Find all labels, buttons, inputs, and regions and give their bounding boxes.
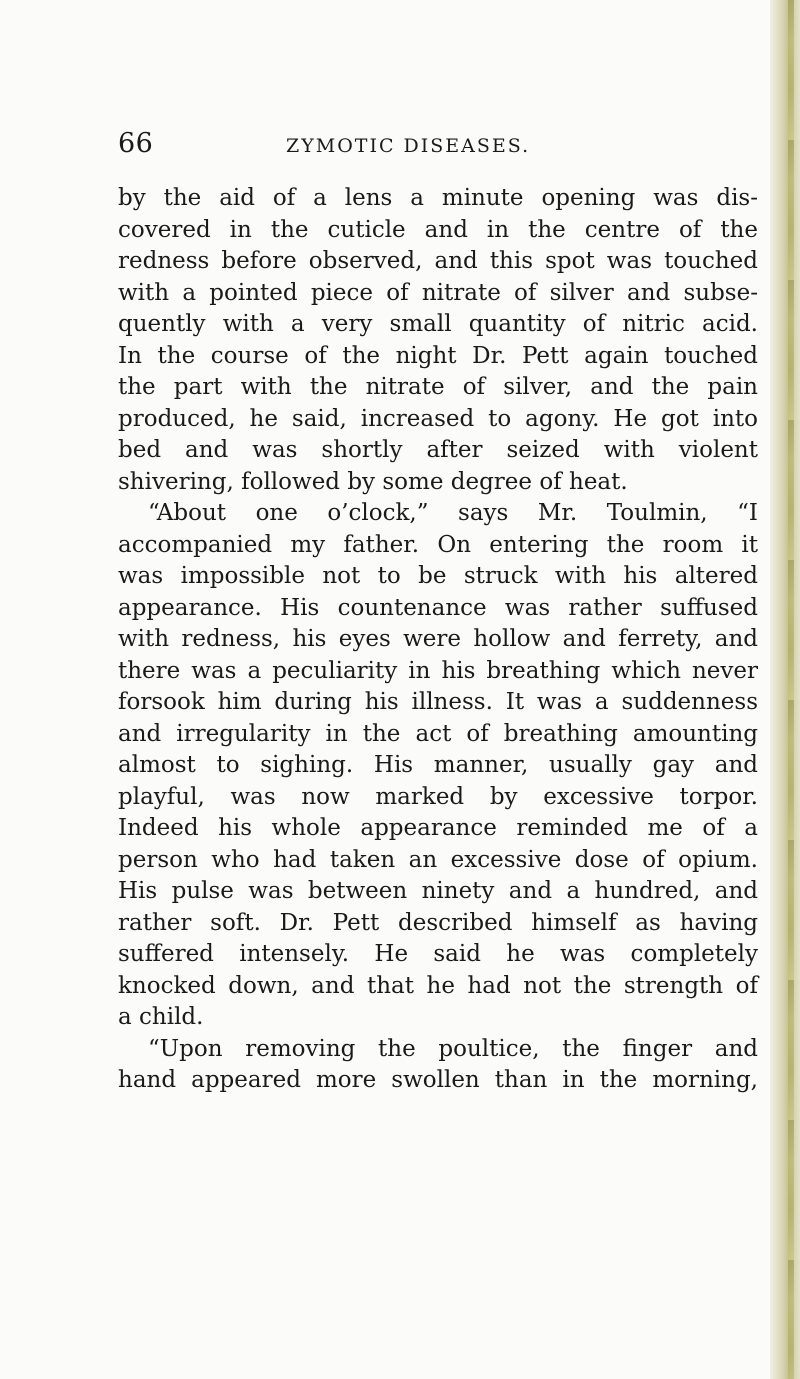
text-line: with redness, his eyes were hollow and ferrety, and (118, 626, 758, 652)
text-line: the part with the nitrate of silver, and the pain (118, 374, 758, 400)
text-line: His pulse was between ninety and a hundred, and (118, 878, 758, 904)
text-line: bed and was shortly after seized with violent (118, 437, 758, 463)
text-line: quently with a very small quantity of nitric acid. (118, 311, 758, 337)
text-line: was impossible not to be struck with his altered (118, 563, 758, 589)
text-line: with a pointed piece of nitrate of silver and subse- (118, 279, 758, 306)
text-line: rather soft. Dr. Pett described himself as having (118, 909, 758, 936)
text-line: shivering, followed by some degree of heat. (118, 468, 628, 495)
text-line: there was a peculiarity in his breathing which never (118, 657, 758, 684)
text-line: forsook him during his illness. It was a suddenness (118, 689, 758, 715)
page-number: 66 (118, 128, 154, 159)
text-line: In the course of the night Dr. Pett again touched (118, 342, 758, 369)
text-line: appearance. His countenance was rather suffused (118, 594, 758, 621)
text-line: redness before observed, and this spot was touched (118, 248, 758, 274)
text-line: “Upon removing the poultice, the finger and (148, 1035, 758, 1062)
text-line: playful, was now marked by excessive torpor. (118, 783, 758, 810)
text-line: accompanied my father. On entering the room it (118, 531, 758, 558)
page-header (118, 128, 758, 168)
text-line: hand appeared more swollen than in the morning, (118, 1067, 758, 1093)
text-line: almost to sighing. His manner, usually gay and (118, 752, 758, 778)
text-line: produced, he said, increased to agony. He got into (118, 405, 758, 432)
text-line: suffered intensely. He said he was completely (118, 941, 758, 967)
page-edge-shadow (788, 0, 794, 1379)
text-line: and irregularity in the act of breathing amounting (118, 720, 758, 747)
text-line: person who had taken an excessive dose of opium. (118, 846, 758, 873)
text-line: “About one o’clock,” says Mr. Toulmin, “I (148, 500, 758, 526)
text-line: covered in the cuticle and in the centre of the (118, 216, 758, 243)
text-line: by the aid of a lens a minute opening was dis- (118, 185, 758, 211)
text-line: knocked down, and that he had not the strength of (118, 972, 758, 999)
running-head: ZYMOTIC DISEASES. (286, 135, 531, 157)
page-edge (770, 0, 800, 1379)
text-line: Indeed his whole appearance reminded me of a (118, 815, 758, 841)
text-line: a child. (118, 1004, 204, 1030)
body-text (118, 183, 758, 1097)
